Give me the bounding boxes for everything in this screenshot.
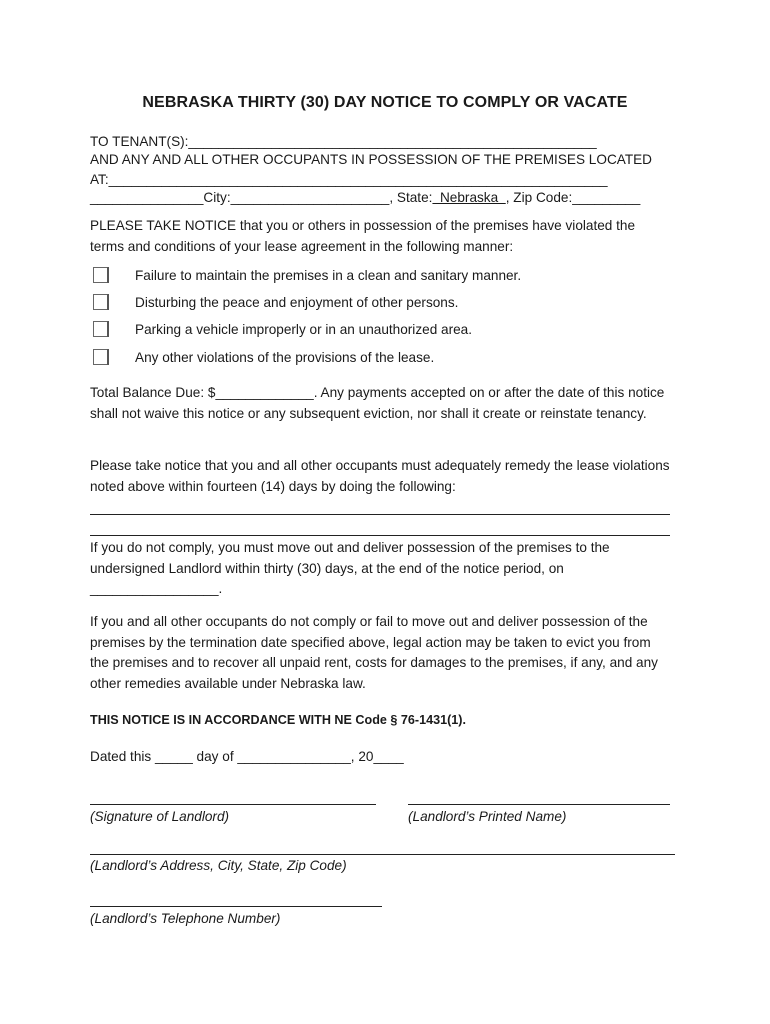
- violation-label-2: Disturbing the peace and enjoyment of other persons.: [135, 295, 459, 310]
- notice-intro: PLEASE TAKE NOTICE that you or others in possession of the premises have violated the terms and conditions of your lease agreement in the following manner:: [90, 218, 636, 254]
- city-line-prefix: _______________City:_____________________, State:: [90, 190, 433, 205]
- violation-checkbox-3[interactable]: [93, 321, 109, 337]
- landlord-printed-name-line[interactable]: [408, 804, 670, 805]
- landlord-printed-name-label: (Landlord’s Printed Name): [408, 809, 567, 824]
- state-value: Nebraska: [432, 190, 506, 205]
- landlord-telephone-label: (Landlord’s Telephone Number): [90, 911, 281, 926]
- accordance-statement: THIS NOTICE IS IN ACCORDANCE WITH NE Code § 76-1431(1).: [90, 713, 466, 727]
- remedy-blank-line-1[interactable]: [90, 514, 670, 515]
- dated-line: Dated this _____ day of _______________, 20____: [90, 749, 404, 764]
- violation-checkbox-4[interactable]: [93, 349, 109, 365]
- violation-label-1: Failure to maintain the premises in a clean and sanitary manner.: [135, 268, 522, 283]
- landlord-signature-label: (Signature of Landlord): [90, 809, 230, 824]
- city-state-zip-line: [90, 189, 640, 207]
- city-line-suffix: , Zip Code:_________: [505, 190, 641, 205]
- comply-paragraph: If you do not comply, you must move out and deliver possession of the premises to the undersigned Landlord within thirty (30) days, at the end of the notice period, on _________________.: [90, 540, 610, 597]
- balance-paragraph: Total Balance Due: $_____________. Any payments accepted on or after the date of this notice shall not waive this notice or any subsequent eviction, nor shall it create or reinstate tenancy.: [90, 385, 665, 421]
- violation-label-3: Parking a vehicle improperly or in an unauthorized area.: [135, 322, 473, 337]
- violation-label-4: Any other violations of the provisions of the lease.: [135, 350, 435, 365]
- document-title: NEBRASKA THIRTY (30) DAY NOTICE TO COMPLY OR VACATE: [142, 94, 628, 111]
- landlord-signature-line[interactable]: [90, 804, 376, 805]
- violation-checkbox-2[interactable]: [93, 294, 109, 310]
- remedy-paragraph: Please take notice that you and all other occupants must adequately remedy the lease violations noted above within fourteen (14) days by doing the following:: [90, 458, 670, 494]
- violation-checkbox-1[interactable]: [93, 267, 109, 283]
- premises-address-line: AT:__________________________________________________________________: [90, 172, 608, 187]
- occupants-line: AND ANY AND ALL OTHER OCCUPANTS IN POSSESSION OF THE PREMISES LOCATED: [90, 152, 653, 167]
- landlord-telephone-line[interactable]: [90, 906, 382, 907]
- landlord-address-label: (Landlord’s Address, City, State, Zip Code): [90, 858, 347, 873]
- landlord-address-line[interactable]: [90, 854, 675, 855]
- remedy-blank-line-2[interactable]: [90, 535, 670, 536]
- legal-action-paragraph: If you and all other occupants do not comply or fail to move out and deliver possession of the premises by the termination date specified above, legal action may be taken to evict you from the premises and to recover all unpaid rent, costs for damages to the premises, if any, and any other remedies available under Nebraska law.: [90, 614, 658, 691]
- to-tenants-line: TO TENANT(S):______________________________________________________: [90, 134, 597, 149]
